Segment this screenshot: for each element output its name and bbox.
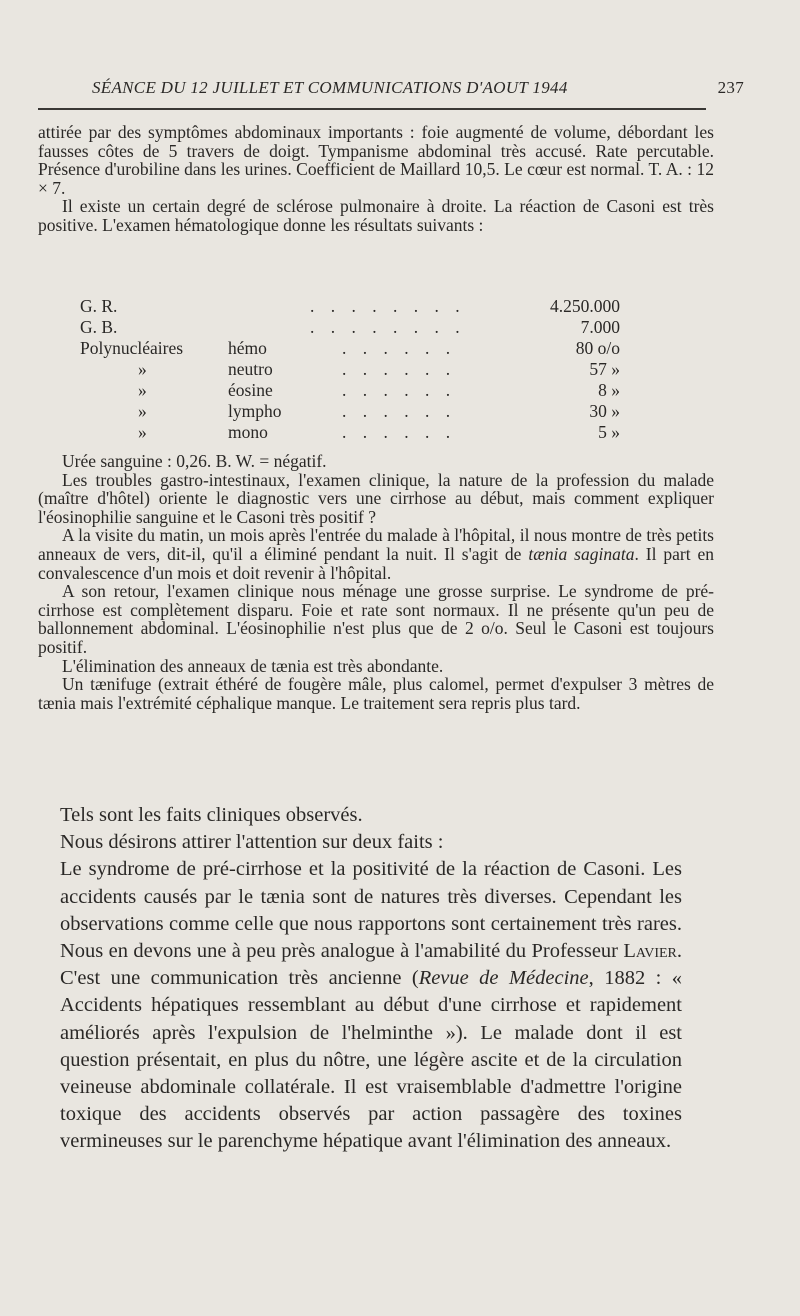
- text-run: , 1882 : « Accidents hépatiques ressemblant au début d'une cirrhose et rapidement améliorés après l'expulsion de l'helminthe »). Le malade dont il est question présentait, en plus du nôtre, une légère ascite et de la circulation veineuse abdominale collatérale. Il est vraisemblable d'admettre l'origine toxique des accidents observés par action passagère des toxines vermineuses sur le parenchyme hépatique avant l'élimination des anneaux.: [60, 967, 683, 1153]
- leader-dots: . . . . . .: [342, 422, 457, 442]
- leader-dots: . . . . . .: [342, 359, 457, 379]
- text-run: . C'est une communication très ancienne (: [60, 940, 682, 990]
- running-title: SÉANCE DU 12 JUILLET ET COMMUNICATIONS D'AOUT 1944: [92, 78, 568, 97]
- text-run: Le syndrome de pré-cirrhose et la positivité de la réaction de Casoni. Les accidents causés par le tænia sont de natures très diverses. Cependant les observations comme celle que nous rapportons sont certainement très rares. Nous en devons une à peu près analogue à l'amabilité du Professeur: [60, 858, 682, 963]
- row-value: 30 »: [589, 401, 620, 421]
- paragraph: Nous désirons attirer l'attention sur deux faits :: [60, 831, 444, 854]
- row-label: G. R.: [80, 296, 118, 316]
- row-label: »: [138, 359, 147, 379]
- leader-dots: . . . . . . . .: [310, 296, 466, 316]
- row-value: 57 »: [589, 359, 620, 379]
- table-row: [80, 359, 620, 380]
- header-rule: [38, 108, 706, 110]
- row-label: »: [138, 401, 147, 421]
- text-run: . Il part en convalescence d'un mois et doit revenir à l'hôpital.: [38, 543, 714, 583]
- leader-dots: . . . . . .: [342, 380, 457, 400]
- row-value: 8 »: [598, 380, 620, 400]
- row-sublabel: mono: [228, 422, 268, 442]
- paragraph: attirée par des symptômes abdominaux importants : foie augmenté de volume, débordant les fausses côtes de 5 travers de doigt. Tympanisme abdominal très accusé. Rate percutable. Présence d'urobiline dans les urines. Coefficient de Maillard 10,5. Le cœur est normal. T. A. : 12 × 7.: [38, 122, 714, 198]
- text-run: A la visite du matin, un mois après l'entrée du malade à l'hôpital, il nous montre de très petits anneaux de vers, dit-il, qu'il a éliminé pendant la nuit. Il s'agit de: [38, 525, 714, 564]
- observation-followup: [38, 452, 714, 712]
- paragraph: [60, 856, 682, 1155]
- blood-count-table: [80, 296, 620, 443]
- paragraph: Un tænifuge (extrait éthéré de fougère mâle, plus calomel, permet d'expulser 3 mètres de tænia mais l'extrémité céphalique manque. Le traitement sera repris plus tard.: [38, 674, 714, 713]
- species-name: tænia saginata: [528, 543, 635, 564]
- discussion-text: [60, 802, 682, 1156]
- paragraph: A son retour, l'examen clinique nous ménage une grosse surprise. Le syndrome de pré-cirrhose est complètement disparu. Foie et rate sont normaux. Il ne présente qu'un peu de ballonnement abdominal. L'éosinophilie n'est plus que de 2 o/o. Seul le Casoni est toujours positif.: [38, 581, 714, 657]
- journal-title: Revue de Médecine: [418, 967, 589, 990]
- paragraph: L'élimination des anneaux de tænia est très abondante.: [62, 655, 444, 676]
- observation-text: [38, 123, 714, 235]
- author-name: Lavier: [623, 940, 677, 963]
- row-sublabel: lympho: [228, 401, 282, 421]
- row-label: Polynucléaires: [80, 338, 184, 358]
- row-value: 80 o/o: [575, 338, 620, 358]
- row-value: 5 »: [598, 422, 620, 442]
- leader-dots: . . . . . .: [342, 338, 457, 358]
- row-sublabel: éosine: [228, 380, 273, 400]
- row-label: »: [138, 422, 147, 442]
- paragraph: Tels sont les faits cliniques observés.: [60, 804, 363, 826]
- row-sublabel: neutro: [228, 359, 273, 379]
- row-label: G. B.: [80, 317, 118, 337]
- row-value: 7.000: [580, 317, 620, 337]
- page-number: 237: [717, 78, 744, 97]
- table-row: [80, 422, 620, 443]
- row-value: 4.250.000: [550, 296, 620, 316]
- paragraph: Urée sanguine : 0,26. B. W. = négatif.: [62, 451, 327, 471]
- table-row: [80, 380, 620, 401]
- paragraph: Les troubles gastro-intestinaux, l'examen clinique, la nature de la profession du malade (maître d'hôtel) oriente le diagnostic vers une cirrhose au début, mais comment expliquer l'éosinophilie sanguine et le Casoni très positif ?: [38, 469, 714, 527]
- running-header: [92, 76, 744, 102]
- leader-dots: . . . . . .: [342, 401, 457, 421]
- table-row: [80, 401, 620, 422]
- row-sublabel: hémo: [228, 338, 267, 358]
- leader-dots: . . . . . . . .: [310, 317, 466, 337]
- table-row: [80, 296, 620, 317]
- table-row: [80, 338, 620, 359]
- row-label: »: [138, 380, 147, 400]
- table-row: [80, 317, 620, 338]
- paragraph: [38, 526, 714, 582]
- paragraph: Il existe un certain degré de sclérose pulmonaire à droite. La réaction de Casoni est très positive. L'examen hématologique donne les résultats suivants :: [38, 196, 714, 235]
